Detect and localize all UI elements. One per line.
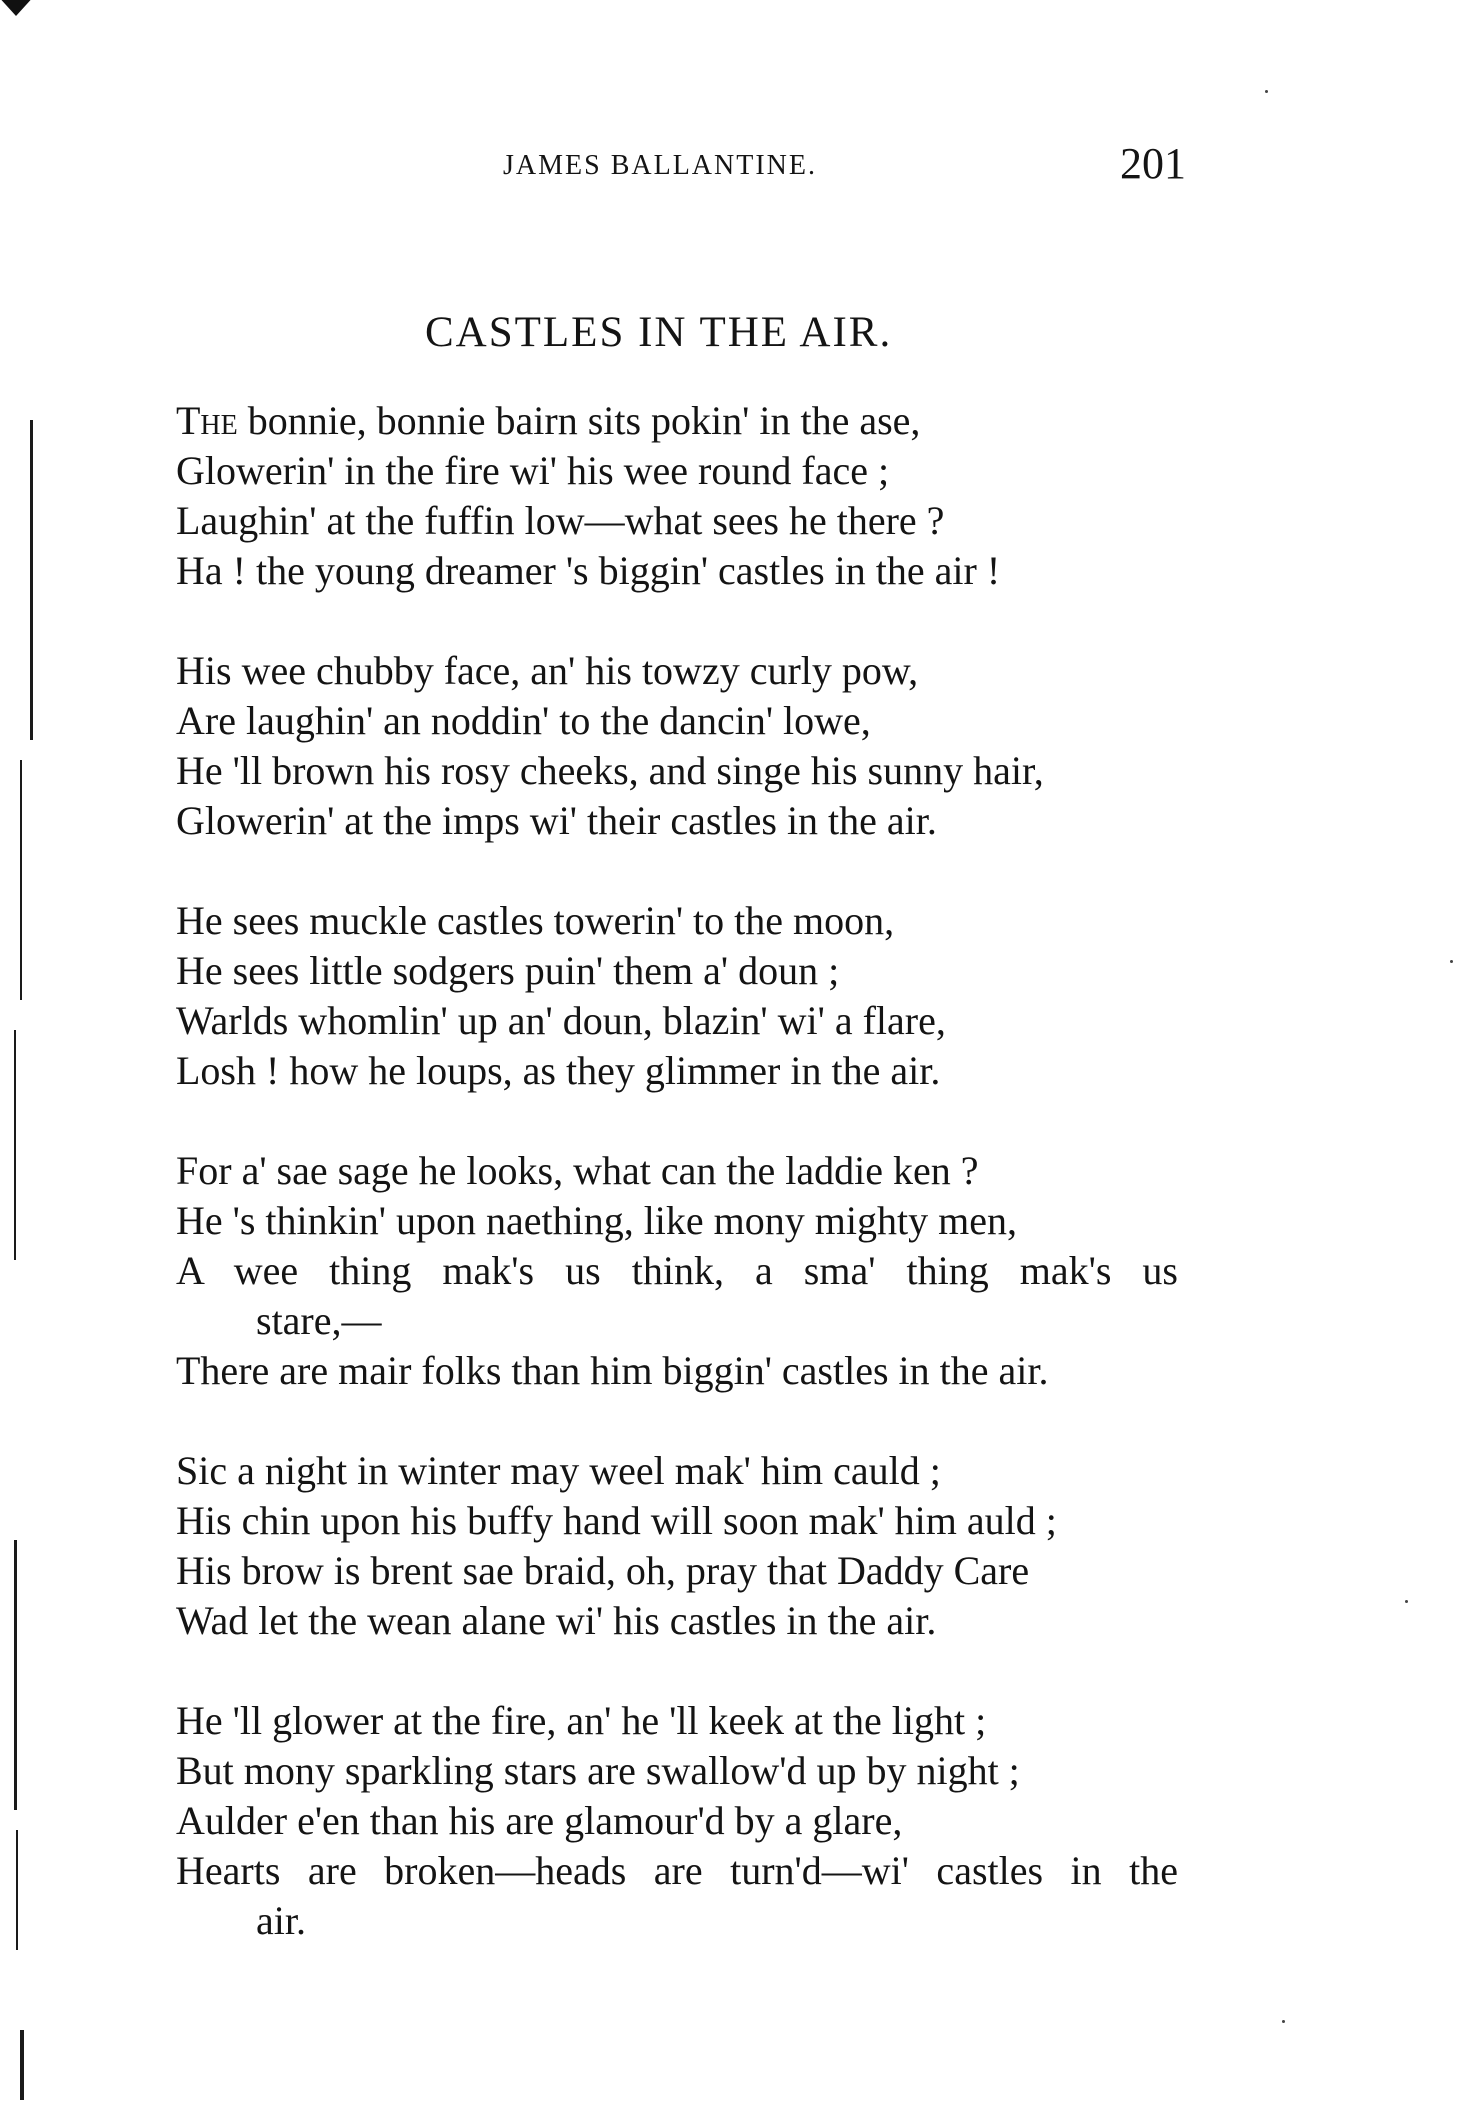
poem-line: Aulder e'en than his are glamour'd by a glare, [176, 1798, 903, 1843]
margin-mark [20, 760, 22, 1000]
scan-speck [1450, 960, 1453, 963]
poem-line: Warlds whomlin' up an' doun, blazin' wi' a flare, [176, 998, 946, 1043]
poem-line: There are mair folks than him biggin' castles in the air. [176, 1348, 1049, 1393]
poem-line: His brow is brent sae braid, oh, pray that Daddy Care [176, 1548, 1030, 1593]
margin-mark [14, 1030, 16, 1260]
poem-line: Sic a night in winter may weel mak' him cauld ; [176, 1448, 941, 1493]
scan-speck [1265, 90, 1268, 93]
poem-line: Wad let the wean alane wi' his castles in the air. [176, 1598, 937, 1643]
poem-line-turnover: air. [256, 1898, 306, 1943]
poem-line: Laughin' at the fuffin low—what sees he there ? [176, 498, 945, 543]
poem-line: But mony sparkling stars are swallow'd up by night ; [176, 1748, 1020, 1793]
poem-line: His chin upon his buffy hand will soon mak' him auld ; [176, 1498, 1057, 1543]
stanza [176, 1696, 1186, 1946]
poem-line [176, 396, 1186, 446]
scan-speck [1405, 1600, 1408, 1603]
poem-line: Ha ! the young dreamer 's biggin' castles in the air ! [176, 548, 1001, 593]
margin-mark [20, 2030, 24, 2100]
poem-line: His wee chubby face, an' his towzy curly pow, [176, 648, 919, 693]
poem-line: Glowerin' at the imps wi' their castles in the air. [176, 798, 937, 843]
page-corner-mark [0, 0, 36, 16]
poem-line: He sees little sodgers puin' them a' doun ; [176, 948, 840, 993]
poem-line: For a' sae sage he looks, what can the laddie ken ? [176, 1148, 979, 1193]
stanza [176, 396, 1186, 596]
poem-line: Hearts are broken—heads are turn'd—wi' castles in the [176, 1848, 1178, 1893]
poem-line: A wee thing mak's us think, a sma' thing mak's us [176, 1248, 1178, 1293]
line-text: bonnie, bonnie bairn sits pokin' in the ase, [237, 398, 921, 443]
margin-mark [16, 1830, 18, 1950]
running-head: JAMES BALLANTINE. [503, 150, 817, 181]
poem-body [176, 396, 1186, 1996]
stanza [176, 646, 1186, 846]
margin-mark [14, 1540, 17, 1810]
poem-line-turnover: stare,— [256, 1298, 382, 1343]
page-number: 201 [1120, 139, 1186, 188]
poem-title: CASTLES IN THE AIR. [425, 309, 893, 356]
poem-line: Losh ! how he loups, as they glimmer in the air. [176, 1048, 941, 1093]
poem-line: He 'll glower at the fire, an' he 'll keek at the light ; [176, 1698, 987, 1743]
poem-line: Glowerin' in the fire wi' his wee round face ; [176, 448, 890, 493]
first-word: The [176, 398, 238, 443]
margin-mark [30, 420, 33, 740]
poem-line: He 'll brown his rosy cheeks, and singe his sunny hair, [176, 748, 1044, 793]
poem-line: Are laughin' an noddin' to the dancin' lowe, [176, 698, 871, 743]
poem-line: He 's thinkin' upon naething, like mony mighty men, [176, 1198, 1017, 1243]
stanza [176, 896, 1186, 1096]
poem-line: He sees muckle castles towerin' to the moon, [176, 898, 895, 943]
stanza [176, 1146, 1186, 1396]
stanza [176, 1446, 1186, 1646]
scan-speck [1282, 2020, 1285, 2023]
